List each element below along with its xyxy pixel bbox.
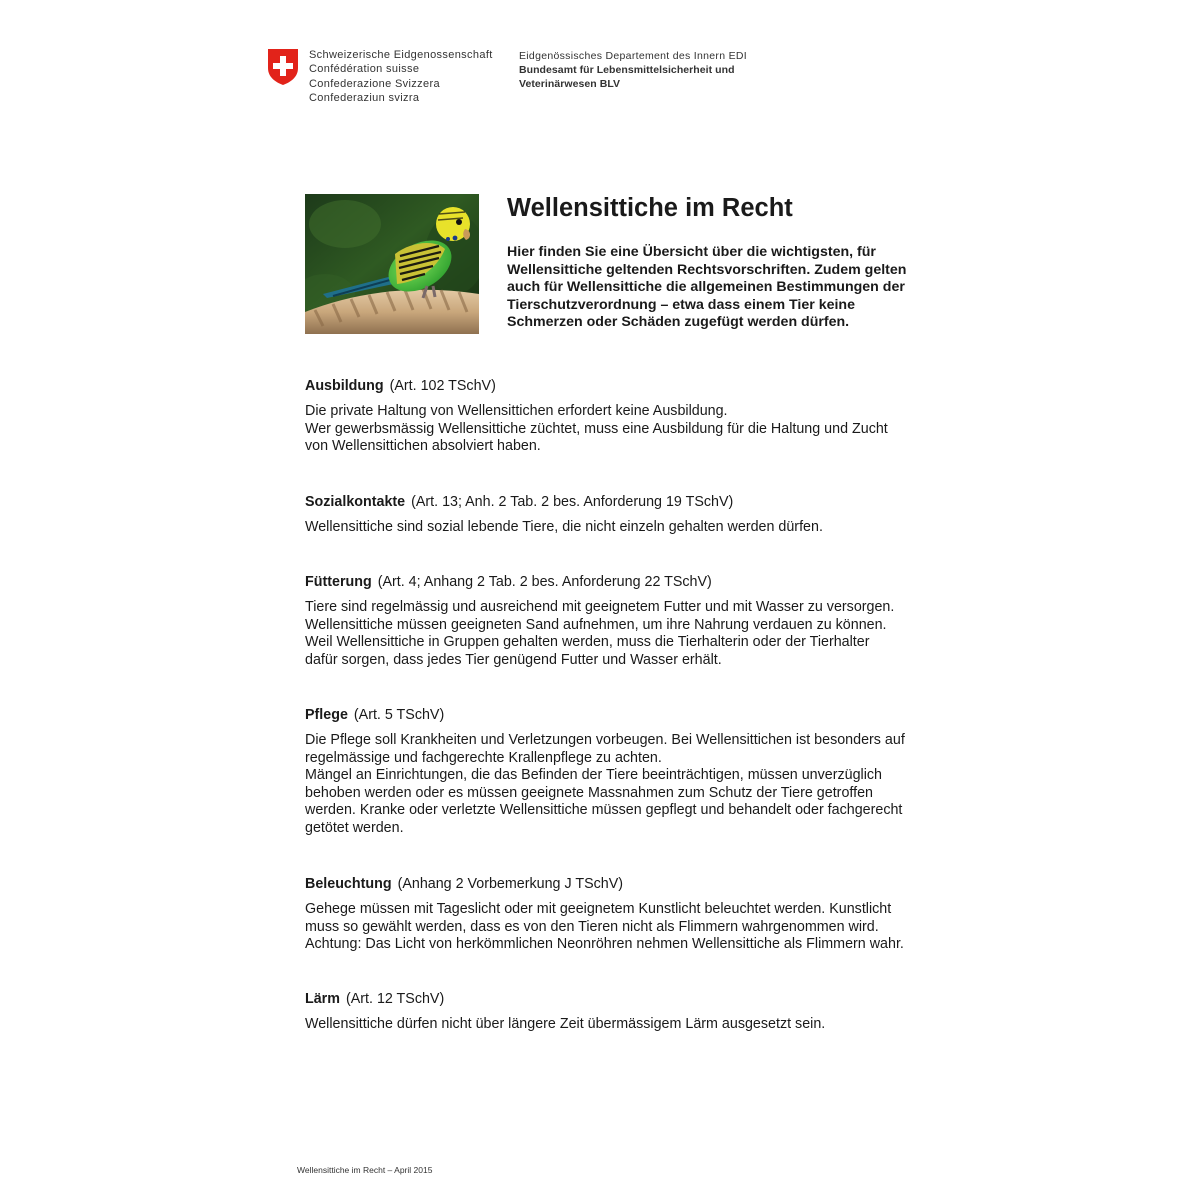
section-body: [305, 599, 965, 669]
section-ausbildung: [305, 377, 965, 456]
confederation-names: [309, 48, 493, 106]
section-reference: (Art. 5 TSchV): [353, 707, 445, 723]
section-body: [305, 732, 965, 838]
section-line: getötet werden.: [305, 819, 404, 836]
section-line: Wellensittiche müssen geeigneten Sand aufnehmen, um ihre Nahrung verdauen zu können.: [305, 616, 887, 633]
confederation-name-de: Schweizerische Eidgenossenschaft: [309, 49, 493, 61]
intro-line: Schmerzen oder Schäden zugefügt werden dürfen.: [507, 314, 850, 331]
section-line: dafür sorgen, dass jedes Tier genügend Futter und Wasser erhält.: [305, 651, 722, 668]
section-heading: [305, 706, 965, 724]
section-heading: [305, 377, 965, 395]
section-reference: (Art. 12 TSchV): [345, 991, 445, 1007]
page-footer: Wellensittiche im Recht – April 2015: [297, 1165, 433, 1175]
intro-line: Wellensittiche geltenden Rechtsvorschriften. Zudem gelten: [507, 261, 907, 278]
section-body: [305, 901, 965, 954]
section-line: Wellensittiche dürfen nicht über längere Zeit übermässigem Lärm ausgesetzt sein.: [305, 1016, 826, 1032]
section-label: Pflege: [305, 707, 348, 723]
section-line: Tiere sind regelmässig und ausreichend mit geeignetem Futter und mit Wasser zu versorgen.: [305, 599, 895, 615]
section-line: Gehege müssen mit Tageslicht oder mit geeignetem Kunstlicht beleuchtet werden. Kunstlicht: [305, 901, 892, 917]
section-heading: [305, 990, 965, 1008]
budgie-photo: [305, 194, 479, 334]
department-block: [519, 49, 747, 91]
section-sozialkontakte: [305, 493, 965, 537]
section-reference: (Art. 13; Anh. 2 Tab. 2 bes. Anforderung 19 TSchV): [411, 494, 734, 510]
section-body: [305, 1016, 965, 1034]
section-line: regelmässige und fachgerechte Krallenpflege zu achten.: [305, 749, 662, 766]
section-line: Mängel an Einrichtungen, die das Befinden der Tiere beeinträchtigen, müssen unverzüglich: [305, 767, 882, 784]
section-beleuchtung: [305, 875, 965, 954]
section-reference: (Art. 102 TSchV): [389, 378, 496, 394]
section-heading: [305, 573, 965, 591]
section-line: behoben werden oder es müssen geeignete Massnahmen zum Schutz der Tiere getroffen: [305, 784, 873, 801]
section-line: Weil Wellensittiche in Gruppen gehalten werden, muss die Tierhalterin oder der Tierhalter: [305, 634, 870, 651]
intro-line: Tierschutzverordnung – etwa dass einem Tier keine: [507, 296, 855, 313]
office-name-line-2: Veterinärwesen BLV: [519, 78, 621, 90]
intro-line: Hier finden Sie eine Übersicht über die wichtigsten, für: [507, 244, 876, 260]
section-line: Wellensittiche sind sozial lebende Tiere, die nicht einzeln gehalten werden dürfen.: [305, 519, 823, 535]
confederation-name-rm: Confederaziun svizra: [309, 92, 420, 105]
confederation-name-fr: Confédération suisse: [309, 63, 420, 76]
department-name: Eidgenössisches Departement des Innern EDI: [519, 50, 747, 62]
section-line: Die private Haltung von Wellensittichen erfordert keine Ausbildung.: [305, 403, 728, 419]
section-body: [305, 403, 965, 456]
page-title: Wellensittiche im Recht: [507, 194, 793, 222]
section-label: Sozialkontakte: [305, 494, 406, 510]
section-label: Beleuchtung: [305, 876, 392, 892]
section-fuetterung: [305, 573, 965, 669]
section-body: [305, 519, 965, 537]
section-reference: (Art. 4; Anhang 2 Tab. 2 bes. Anforderung 22 TSchV): [377, 574, 712, 590]
swiss-coat-of-arms-icon: [267, 48, 299, 86]
section-line: muss so gewählt werden, dass es von den Tieren nicht als Flimmern wahrgenommen wird.: [305, 918, 879, 935]
section-line: Achtung: Das Licht von herkömmlichen Neonröhren nehmen Wellensittiche als Flimmern wahr.: [305, 936, 904, 953]
section-heading: [305, 493, 965, 511]
section-label: Lärm: [305, 991, 340, 1007]
section-line: werden. Kranke oder verletzte Wellensittiche müssen gepflegt und behandelt oder fachgerecht: [305, 802, 903, 819]
section-line: Wer gewerbsmässig Wellensittiche züchtet, muss eine Ausbildung für die Haltung und Zucht: [305, 420, 888, 437]
section-laerm: [305, 990, 965, 1034]
section-reference: (Anhang 2 Vorbemerkung J TSchV): [397, 876, 624, 892]
intro-line: auch für Wellensittiche die allgemeinen Bestimmungen der: [507, 279, 905, 296]
intro-paragraph: [507, 244, 947, 332]
office-name-line-1: Bundesamt für Lebensmittelsicherheit und: [519, 64, 735, 76]
page-header: [267, 46, 867, 116]
section-pflege: [305, 706, 965, 838]
section-line: Die Pflege soll Krankheiten und Verletzungen vorbeugen. Bei Wellensittichen ist besonders auf: [305, 732, 905, 748]
confederation-name-it: Confederazione Svizzera: [309, 77, 440, 90]
section-line: von Wellensittichen absolviert haben.: [305, 438, 541, 455]
section-heading: [305, 875, 965, 893]
section-label: Ausbildung: [305, 378, 384, 394]
section-label: Fütterung: [305, 574, 372, 590]
